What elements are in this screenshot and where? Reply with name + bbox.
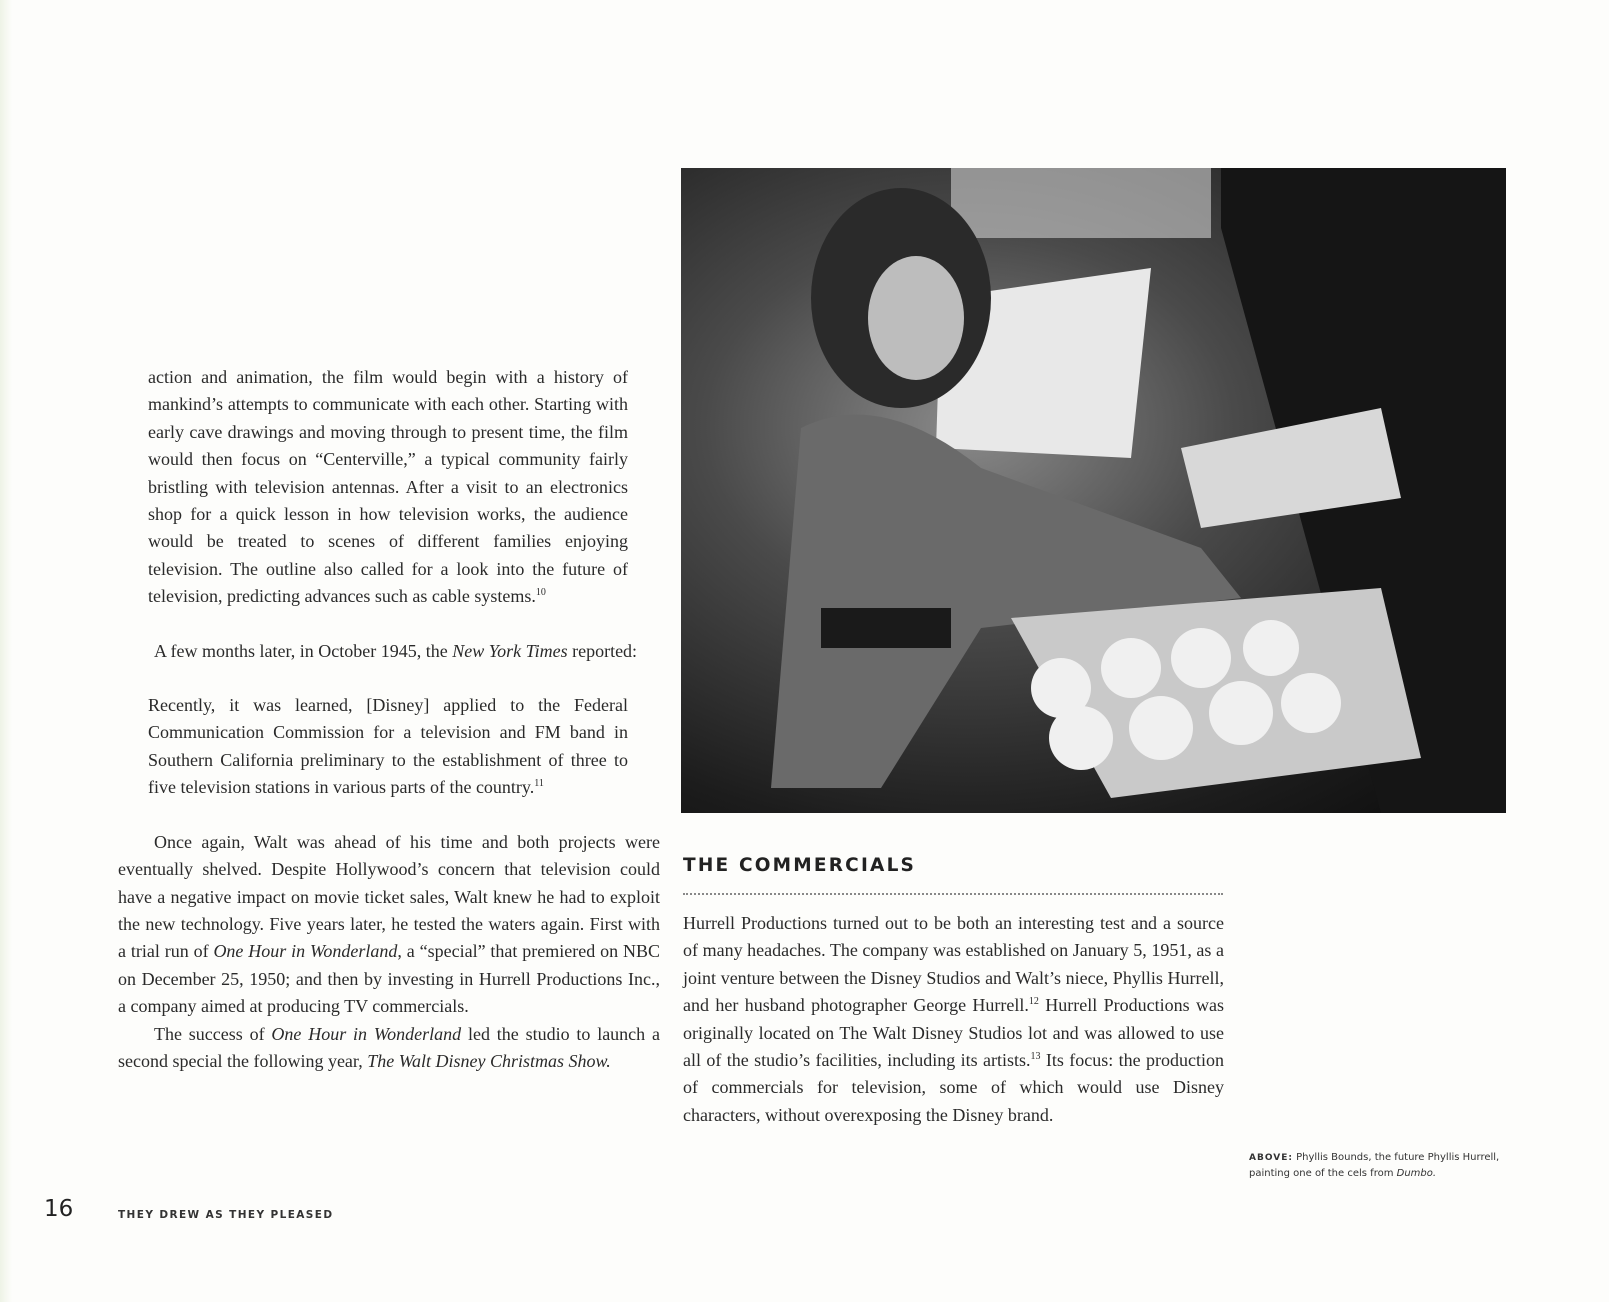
block-quote: [118, 692, 660, 802]
caption-text: Phyllis Bounds, the future Phyllis Hurrell, painting one of the cels from: [1249, 1152, 1500, 1179]
footnote-ref: 12: [1028, 996, 1039, 1008]
paragraph: [683, 910, 1224, 1129]
text: The success of: [154, 1023, 272, 1044]
photo-caption: [1249, 1150, 1509, 1182]
footnote-ref: 10: [535, 587, 546, 599]
right-column: [683, 910, 1224, 1129]
page-edge: [0, 0, 12, 1302]
footnote-ref: 13: [1030, 1051, 1041, 1063]
text: Recently, it was learned, [Disney] applied to the Federal Communication Commission for a television and FM band in Southern California preliminary to the establishment of three to five television stations in various parts of the country.: [148, 695, 628, 798]
text: action and animation, the film would begin with a history of mankind’s attempts to communicate with each other. Starting with early cave drawings and moving through to present time, the film would then focus on “Centerville,” a typical community fairly bristling with television antennas. After a visit to an electronics shop for a quick lesson in how television works, the audience would be treated to scenes of different families enjoying television. The outline also called for a look into the future of television, predicting advances such as cable systems.: [148, 367, 628, 607]
text: A few months later, in October 1945, the: [154, 640, 453, 661]
text: reported:: [567, 640, 638, 661]
caption-title: Dumbo.: [1396, 1168, 1437, 1179]
italic-title: New York Times: [452, 640, 568, 661]
italic-title: One Hour in Wonderland: [271, 1023, 462, 1044]
section-heading: THE COMMERCIALS: [683, 855, 917, 876]
paragraph: [118, 638, 660, 665]
text: , a “special” that premiered on NBC on December 25, 1950; and then by investing in Hurrell Productions Inc., a company aimed at producing TV commercials.: [118, 941, 660, 1017]
heading-rule: [683, 893, 1223, 895]
text: led the studio to launch a second special the following year,: [118, 1023, 660, 1071]
paragraph: [118, 364, 660, 611]
page-number: 16: [44, 1196, 74, 1222]
photo-woman-painting-cels: [681, 168, 1506, 813]
text: Its focus: the production of commercials for television, some of which would use Disney characters, without overexposing the Disney brand.: [683, 1050, 1224, 1125]
italic-title: The Walt Disney Christmas Show.: [367, 1050, 611, 1071]
text: Once again, Walt was ahead of his time and both projects were eventually shelved. Despite Hollywood’s concern that television could have a negative impact on movie ticket sales, Walt knew he had to exploit the new technology. Five years later, he tested the waters again. First with a trial run of: [118, 831, 660, 962]
left-column: [118, 364, 660, 1075]
caption-label: ABOVE:: [1249, 1153, 1293, 1163]
photo-illustration: [681, 168, 1506, 813]
running-title: THEY DREW AS THEY PLEASED: [118, 1209, 334, 1221]
paragraph: [118, 1021, 660, 1076]
italic-title: One Hour in Wonderland: [213, 941, 398, 962]
text: Hurrell Productions turned out to be both an interesting test and a source of many headaches. The company was established on January 5, 1951, as a joint venture between the Disney Studios and Walt’s niece, Phyllis Hurrell, and her husband photographer George Hurrell.: [683, 913, 1224, 1016]
text: Hurrell Productions was originally located on The Walt Disney Studios lot and was allowed to use all of the studio’s facilities, including its artists.: [683, 995, 1224, 1071]
footnote-ref: 11: [534, 778, 544, 790]
paragraph: [118, 829, 660, 1021]
